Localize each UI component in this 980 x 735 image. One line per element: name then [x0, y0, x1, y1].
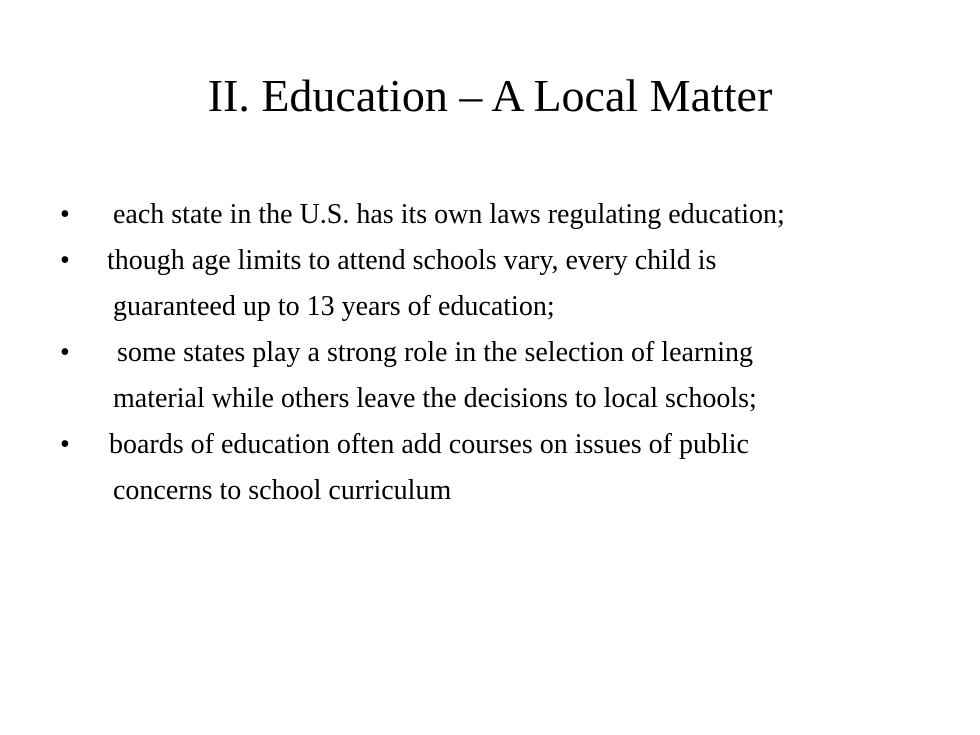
bullet-list	[60, 192, 940, 514]
bullet-item	[60, 192, 940, 238]
bullet-line: material while others leave the decisions to local schools;	[113, 383, 757, 414]
bullet-line: each state in the U.S. has its own laws regulating education;	[113, 199, 785, 230]
bullet-dot-icon: •	[60, 199, 70, 230]
bullet-line: boards of education often add courses on issues of public	[109, 429, 749, 460]
bullet-dot-icon: •	[60, 337, 70, 368]
bullet-item	[60, 422, 940, 514]
bullet-item	[60, 330, 940, 422]
bullet-text	[60, 422, 940, 514]
bullet-text	[60, 330, 940, 422]
slide-title: II. Education – A Local Matter	[207, 70, 773, 121]
bullet-dot-icon: •	[60, 429, 70, 460]
bullet-item	[60, 238, 940, 330]
bullet-text	[60, 238, 940, 330]
bullet-line: though age limits to attend schools vary, every child is	[107, 245, 717, 276]
bullet-line: guaranteed up to 13 years of education;	[113, 291, 555, 322]
bullet-dot-icon: •	[60, 245, 70, 276]
bullet-text	[60, 192, 940, 238]
bullet-line: concerns to school curriculum	[113, 475, 452, 506]
bullet-line: some states play a strong role in the selection of learning	[117, 337, 754, 368]
